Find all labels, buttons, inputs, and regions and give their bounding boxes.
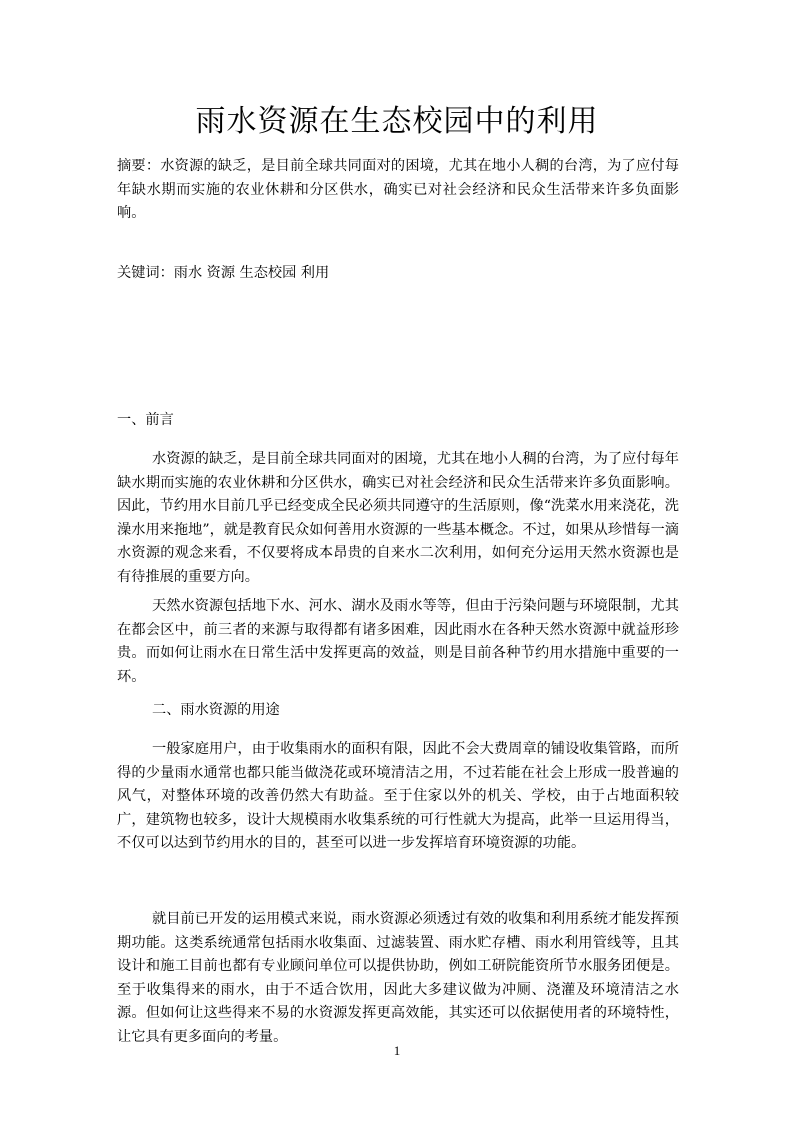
body-paragraph: 水资源的缺乏，是目前全球共同面对的困境，尤其在地小人稠的台湾，为了应付每年缺水期而实施的农业休耕和分区供水，确实已对社会经济和民众生活带来许多负面影响。因此，节约用水目前几乎已经变成全民必须共同遵守的生活原则，像“洗菜水用来浇花，洗澡水用来拖地”，就是教育民众如何善用水资源的一些基本概念。不过，如果从珍惜每一滴水资源的观念来看，不仅要将成本昂贵的自来水二次利用，如何充分运用天然水资源也是有待推展的重要方向。 bbox=[117, 451, 679, 585]
abstract-paragraph: 摘要：水资源的缺乏，是目前全球共同面对的困境，尤其在地小人稠的台湾，为了应付每年缺水期而实施的农业休耕和分区供水，确实已对社会经济和民众生活带来许多负面影响。 bbox=[117, 158, 679, 221]
document-title: 雨水资源在生态校园中的利用 bbox=[195, 104, 599, 139]
section-heading-introduction: 一、前言 bbox=[117, 412, 174, 428]
body-paragraph: 一般家庭用户，由于收集雨水的面积有限，因此不会大费周章的铺设收集管路，而所得的少量雨水通常也都只能当做浇花或环境清洁之用，不过若能在社会上形成一股普遍的风气，对整体环境的改善仍然大有助益。至于住家以外的机关、学校，由于占地面积较广，建筑物也较多，设计大规模雨水收集系统的可行性就大为提高，此举一旦运用得当，不仅可以达到节约用水的目的，甚至可以进一步发挥培育环境资源的功能。 bbox=[117, 741, 679, 852]
page-number: 1 bbox=[393, 1043, 401, 1058]
body-paragraph: 天然水资源包括地下水、河水、湖水及雨水等等，但由于污染问题与环境限制，尤其在都会区中，前三者的来源与取得都有诸多困难，因此雨水在各种天然水资源中就益形珍贵。而如何让雨水在日常生活中发挥更高的效益，则是目前各种节约用水措施中重要的一环。 bbox=[117, 598, 679, 685]
keywords-line: 关键词：雨水 资源 生态校园 利用 bbox=[117, 265, 330, 281]
section-heading-rainwater-uses: 二、雨水资源的用途 bbox=[152, 702, 280, 718]
body-paragraph: 就目前已开发的运用模式来说，雨水资源必须透过有效的收集和利用系统才能发挥预期功能。这类系统通常包括雨水收集面、过滤装置、雨水贮存槽、雨水利用管线等，且其设计和施工目前也都有专业顾问单位可以提供协助，例如工研院能资所节水服务团便是。至于收集得来的雨水，由于不适合饮用，因此大多建议做为冲厕、浇灌及环境清洁之水源。但如何让这些得来不易的水资源发挥更高效能，其实还可以依据使用者的环境特性，让它具有更多面向的考量。 bbox=[117, 911, 679, 1045]
